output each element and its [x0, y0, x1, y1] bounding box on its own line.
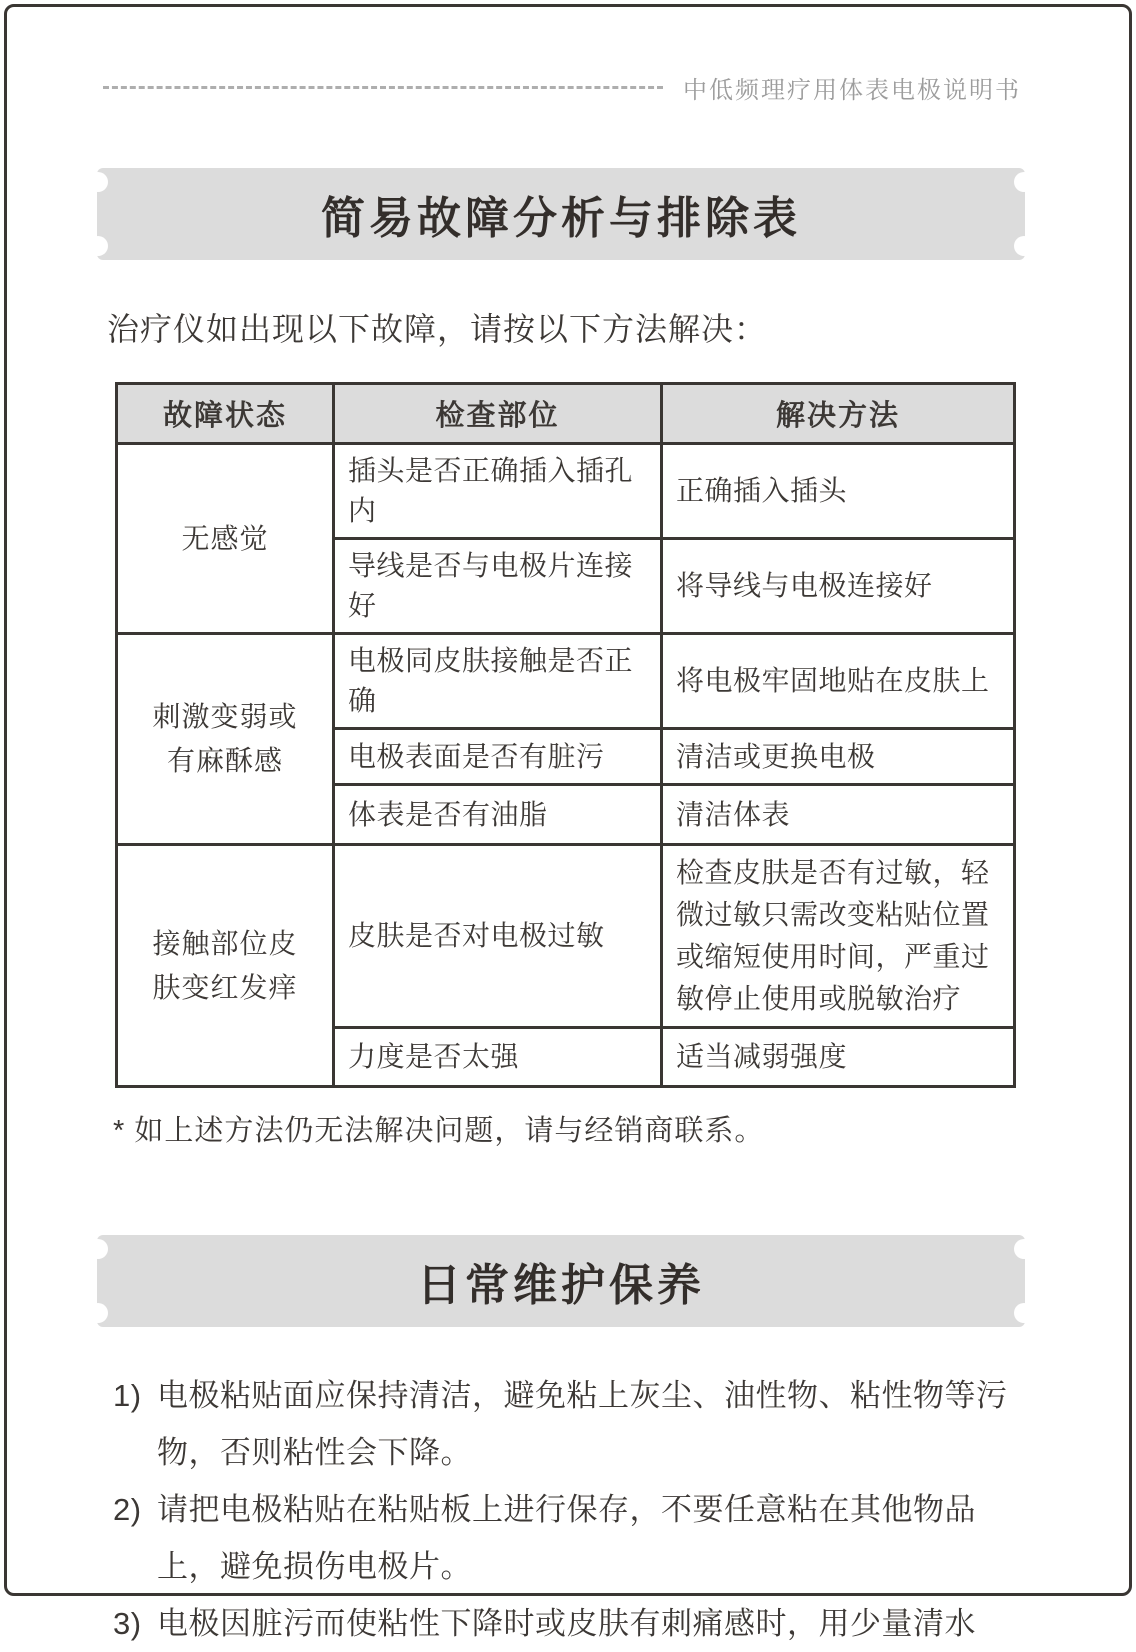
banner-notch [1014, 236, 1034, 256]
page-content [107, 0, 1021, 1652]
fix-cell: 正确插入插头 [662, 444, 1015, 539]
section-title: 日常维护保养 [417, 1261, 705, 1310]
fault-status-cell: 刺激变弱或有麻酥感 [117, 634, 334, 845]
list-item [113, 1367, 1021, 1481]
table-header-row [117, 384, 1015, 444]
check-cell: 电极表面是否有脏污 [334, 729, 662, 785]
maintenance-list [107, 1367, 1021, 1652]
banner-notch [88, 172, 108, 192]
list-item-text: 请把电极粘贴在粘贴板上进行保存，不要任意粘在其他物品上，避免损伤电极片。 [157, 1492, 976, 1584]
check-cell: 导线是否与电极片连接好 [334, 539, 662, 634]
fix-cell: 清洁体表 [662, 785, 1015, 845]
check-cell: 皮肤是否对电极过敏 [334, 845, 662, 1028]
banner-notch [1014, 172, 1034, 192]
troubleshooting-table [115, 382, 1016, 1088]
banner-notch [1014, 1303, 1034, 1323]
header-dashed-line [103, 86, 663, 89]
list-item [113, 1481, 1021, 1595]
check-cell: 插头是否正确插入插孔内 [334, 444, 662, 539]
intro-text: 治疗仪如出现以下故障，请按以下方法解决： [107, 311, 768, 347]
running-header [107, 72, 1021, 102]
banner-notch [88, 1303, 108, 1323]
section-title: 简易故障分析与排除表 [321, 194, 801, 243]
fix-cell: 检查皮肤是否有过敏，轻微过敏只需改变粘贴位置或缩短使用时间，严重过敏停止使用或脱敏治疗 [662, 845, 1015, 1028]
fix-cell: 清洁或更换电极 [662, 729, 1015, 785]
col-header-fault-status: 故障状态 [117, 384, 334, 444]
table-row [117, 444, 1015, 539]
fault-status-cell: 接触部位皮肤变红发痒 [117, 845, 334, 1087]
col-header-check-location: 检查部位 [334, 384, 662, 444]
fix-cell: 适当减弱强度 [662, 1028, 1015, 1087]
banner-notch [88, 236, 108, 256]
list-item-marker: 1) [113, 1378, 142, 1413]
banner-notch [1014, 1239, 1034, 1259]
check-cell: 电极同皮肤接触是否正确 [334, 634, 662, 729]
table-footnote: * 如上述方法仍无法解决问题，请与经销商联系。 [113, 1115, 765, 1147]
list-item-marker: 3) [113, 1606, 142, 1641]
list-item-marker: 2) [113, 1492, 142, 1527]
table-row [117, 845, 1015, 1028]
list-item [113, 1595, 1021, 1652]
col-header-solution: 解决方法 [662, 384, 1015, 444]
check-cell: 体表是否有油脂 [334, 785, 662, 845]
list-item-text: 电极因脏污而使粘性下降时或皮肤有刺痛感时，用少量清水 [157, 1606, 976, 1641]
section-banner-troubleshooting [97, 168, 1025, 260]
fix-cell: 将导线与电极连接好 [662, 539, 1015, 634]
document-title: 中低频理疗用体表电极说明书 [683, 76, 1021, 104]
check-cell: 力度是否太强 [334, 1028, 662, 1087]
table-row [117, 634, 1015, 729]
section-banner-maintenance [97, 1235, 1025, 1327]
banner-notch [88, 1239, 108, 1259]
fix-cell: 将电极牢固地贴在皮肤上 [662, 634, 1015, 729]
fault-status-cell: 无感觉 [117, 444, 334, 634]
list-item-text: 电极粘贴面应保持清洁，避免粘上灰尘、油性物、粘性物等污物，否则粘性会下降。 [157, 1378, 1008, 1470]
